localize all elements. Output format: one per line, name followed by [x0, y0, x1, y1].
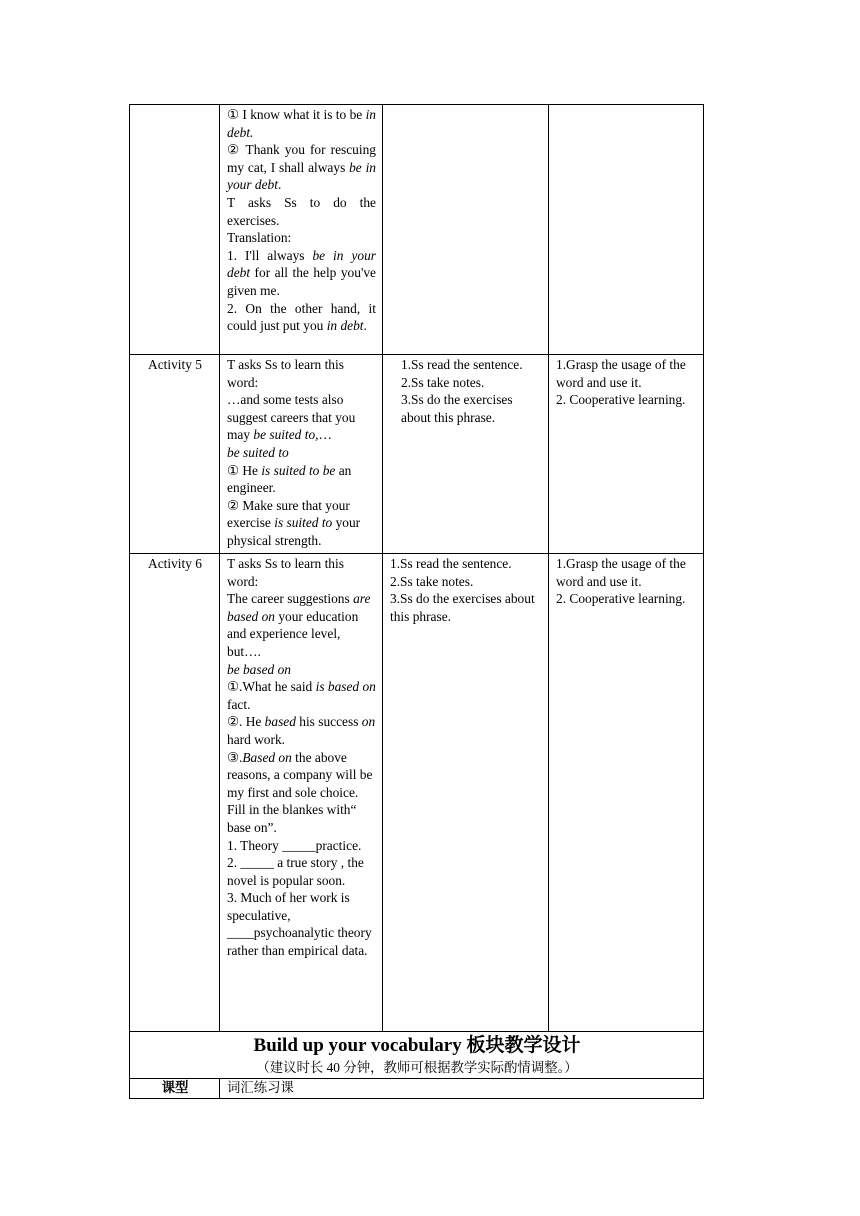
cell-paragraph: 3. Much of her work is speculative, ____psychoanalytic theory rather than empirical data.	[227, 890, 372, 959]
italic-phrase: be suited to	[253, 427, 316, 443]
cell-paragraph: T asks Ss to do the exercises.	[227, 194, 376, 228]
step-cell	[130, 105, 220, 355]
lesson-plan-table	[129, 104, 704, 1099]
cell-line: 2. Cooperative learning.	[556, 392, 686, 408]
cell-line: 2. Cooperative learning.	[556, 591, 686, 607]
cell-line: 1.Ss read the sentence.	[401, 357, 523, 372]
cell-paragraph: ③.Based on the above reasons, a company will be my first and sole choice.	[227, 749, 373, 800]
section-banner	[130, 1032, 704, 1079]
section-banner-row	[130, 1032, 704, 1079]
italic-phrase: on	[361, 714, 376, 730]
step-cell: Activity 6	[130, 554, 220, 1032]
cell-paragraph	[227, 444, 376, 462]
italic-phrase: be based on	[227, 661, 291, 677]
teacher-activity-cell	[220, 355, 383, 554]
purpose-cell	[549, 105, 704, 355]
cell-paragraph: Fill in the blankes with“ base on”.	[227, 802, 357, 835]
section-title: Build up your vocabulary 板块教学设计	[253, 1035, 581, 1056]
cell-line: 3.Ss do the exercises about this phrase.	[390, 591, 535, 624]
purpose-cell	[549, 355, 704, 554]
italic-phrase: is based on	[315, 679, 376, 695]
italic-phrase: in debt	[326, 318, 364, 334]
step-cell: Activity 5	[130, 355, 220, 554]
italic-phrase: based	[264, 714, 296, 730]
cell-paragraph: T asks Ss to learn this word:	[227, 357, 344, 390]
italic-phrase: is suited to be	[261, 462, 336, 478]
cell-paragraph: ②. He based his success on hard work.	[227, 714, 376, 747]
italic-phrase: be in your debt	[227, 247, 376, 281]
italic-phrase: are based on	[227, 591, 371, 624]
italic-phrase: is suited to	[274, 515, 333, 531]
cell-line: 3.Ss do the exercises about this phrase.	[401, 392, 513, 425]
teacher-activity-cell	[220, 554, 383, 1032]
lesson-type-label: 课型	[130, 1079, 220, 1099]
cell-paragraph: ① He is suited to be an engineer.	[227, 462, 352, 496]
section-note: （建议时长 40 分钟，教师可根据教学实际酌情调整。）	[256, 1060, 578, 1075]
cell-paragraph: 1. I'll always be in your debt for all the help you've given me.	[227, 247, 376, 298]
cell-paragraph: ①.What he said is based on fact.	[227, 679, 376, 712]
student-activity-cell	[383, 105, 549, 355]
lesson-type-value: 词汇练习课	[220, 1079, 704, 1099]
teacher-activity-cell	[220, 105, 383, 355]
table-row-activity-5	[130, 355, 704, 554]
cell-paragraph: ② Thank you for rescuing my cat, I shall always be in your debt.	[227, 142, 376, 193]
table-row-continuation	[130, 105, 704, 355]
cell-paragraph: …and some tests also suggest careers that you may be suited to,…	[227, 392, 356, 443]
cell-line: 2.Ss take notes.	[401, 374, 485, 390]
cell-paragraph: ① I know what it is to be in debt.	[227, 107, 376, 140]
italic-phrase: Based on	[242, 749, 292, 765]
student-activity-cell	[383, 355, 549, 554]
cell-line: 2.Ss take notes.	[390, 573, 474, 589]
lesson-type-row	[130, 1079, 704, 1099]
purpose-cell	[549, 554, 704, 1032]
cell-paragraph: 2. _____ a true story , the novel is popular soon.	[227, 855, 364, 888]
cell-paragraph: 2. On the other hand, it could just put you in debt.	[227, 300, 376, 334]
cell-line: 1.Ss read the sentence.	[390, 556, 512, 571]
table-row-activity-6	[130, 554, 704, 1032]
cell-line: 1.Grasp the usage of the word and use it.	[556, 357, 686, 390]
cell-paragraph: Translation:	[227, 230, 292, 246]
italic-phrase: be suited to	[227, 444, 289, 460]
student-activity-cell	[383, 554, 549, 1032]
italic-phrase: in debt.	[227, 107, 376, 140]
cell-line: 1.Grasp the usage of the word and use it.	[556, 556, 686, 589]
cell-paragraph: The career suggestions are based on your education and experience level, but….	[227, 591, 371, 659]
cell-paragraph	[227, 661, 376, 679]
cell-paragraph: ② Make sure that your exercise is suited to your physical strength.	[227, 497, 361, 548]
cell-paragraph: 1. Theory _____practice.	[227, 837, 362, 853]
cell-paragraph: T asks Ss to learn this word:	[227, 556, 344, 589]
italic-phrase: be in your debt	[227, 159, 376, 193]
